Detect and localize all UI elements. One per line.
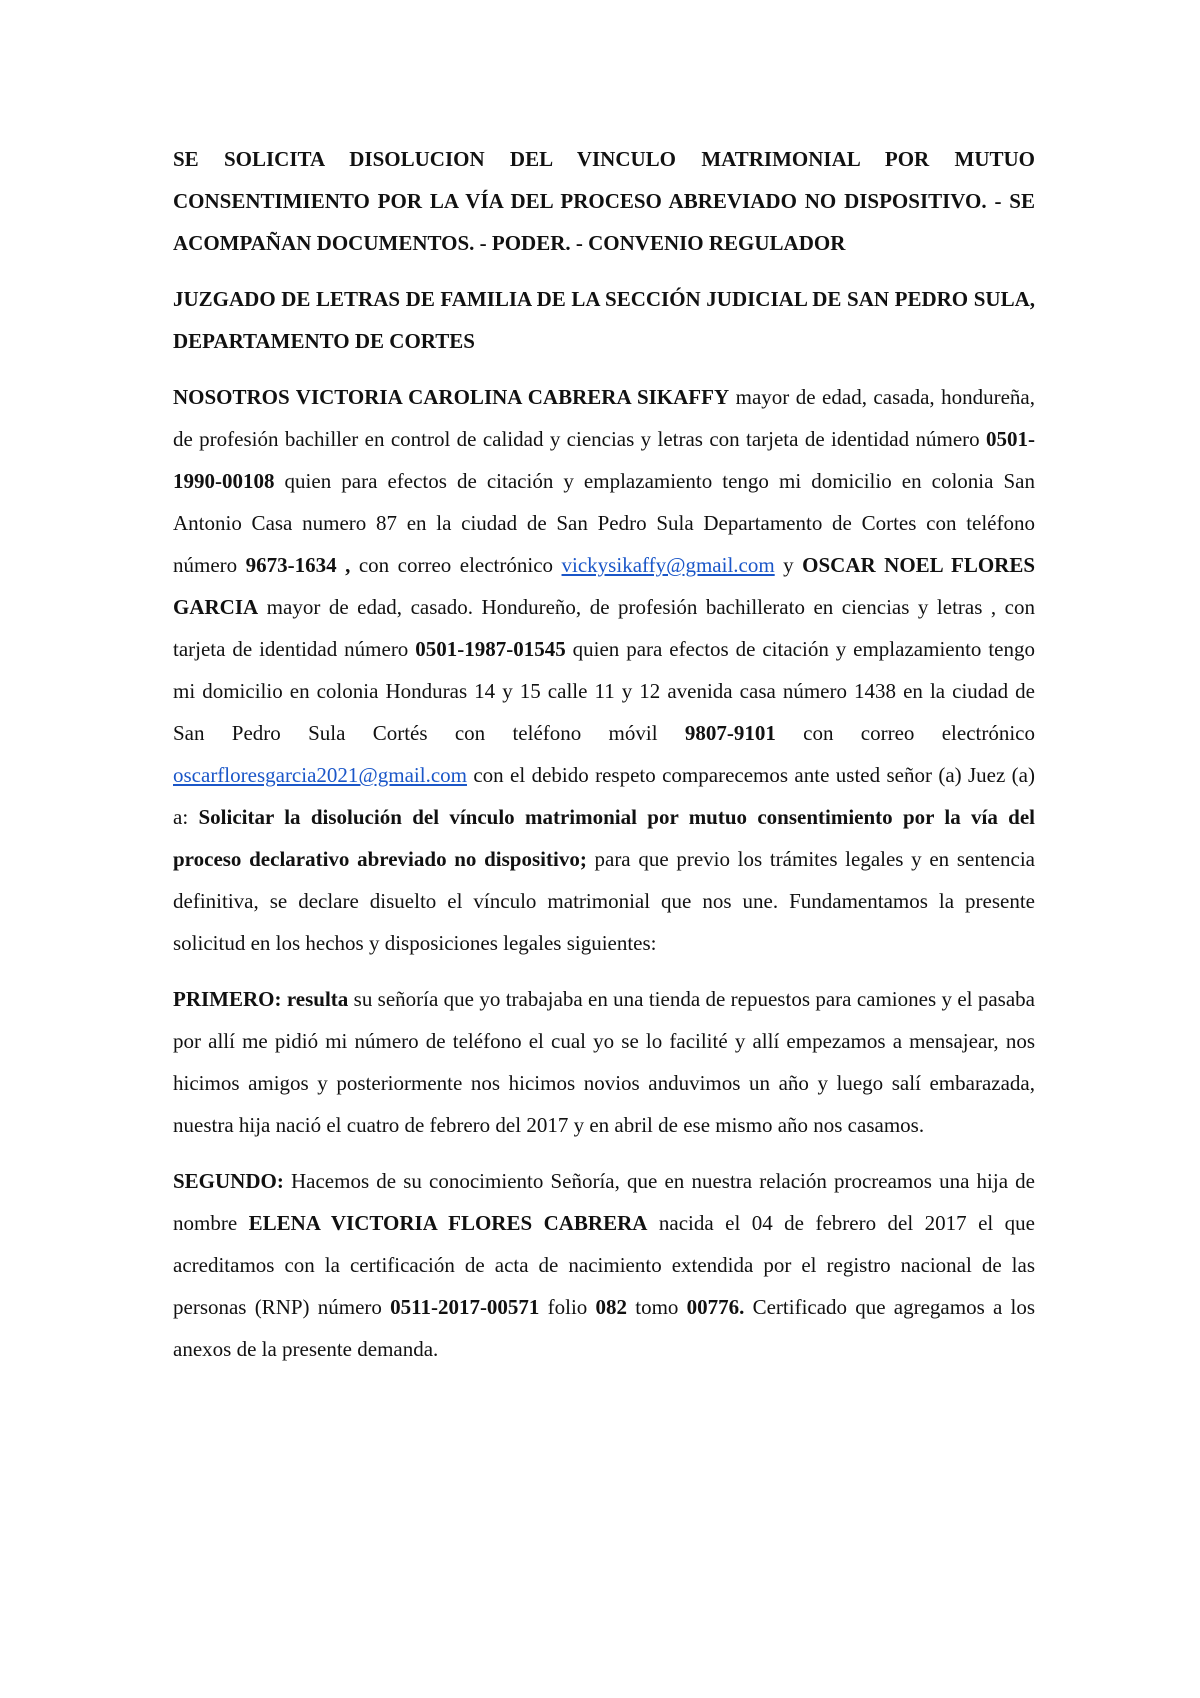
- primero-text: su señoría que yo trabajaba en una tienda de repuestos para camiones y el pasaba por allí me pidió mi número de teléfono el cual yo se lo facilité y allí empezamos a mensajear, nos hicimos amigos y posteriormente nos hicimos novios anduvimos un año y luego salí embarazada, nuestra hija nació el cuatro de febrero del 2017 y en abril de ese mismo año nos casamos.: [173, 987, 1035, 1137]
- folio-number: 082: [595, 1295, 628, 1319]
- petitioner-1-id: 0501-1990-00108: [173, 427, 1035, 493]
- petitioner-1-name: NOSOTROS VICTORIA CAROLINA CABRERA SIKAFFY: [173, 385, 730, 409]
- intro-text: quien para efectos de citación y emplazamiento tengo mi domicilio en colonia San Antonio Casa numero 87 en la ciudad de San Pedro Sula Departamento de Cortes con teléfono número: [173, 469, 1035, 577]
- segundo-text: Certificado que agregamos a los anexos de la presente demanda.: [173, 1295, 1035, 1361]
- petitioner-2-email-link[interactable]: oscarfloresgarcia2021@gmail.com: [173, 763, 467, 787]
- intro-text: quien para efectos de citación y emplazamiento tengo mi domicilio en colonia Honduras 14 y 15 calle 11 y 12 avenida casa número 1438 en la ciudad de San Pedro Sula Cortés con teléfono móvil: [173, 637, 1035, 745]
- primero-lead: resulta: [281, 987, 349, 1011]
- segundo-label: SEGUNDO:: [173, 1169, 284, 1193]
- intro-text: con el debido respeto comparecemos ante usted señor (a) Juez (a) a:: [173, 763, 1035, 829]
- tomo-number: 00776.: [686, 1295, 745, 1319]
- intro-text: y: [774, 553, 803, 577]
- segundo-text: nacida el 04 de febrero del 2017 el que acreditamos con la certificación de acta de nacimiento extendida por el registro nacional de las personas (RNP) número: [173, 1211, 1035, 1319]
- primero-label: PRIMERO:: [173, 987, 282, 1011]
- petitioner-2-name: OSCAR NOEL FLORES GARCIA: [173, 553, 1036, 619]
- intro-text: con correo electrónico: [775, 721, 1035, 745]
- primero-paragraph: [173, 978, 1035, 1146]
- segundo-text: Hacemos de su conocimiento Señoría, que en nuestra relación procreamos una hija de nombre: [173, 1169, 1035, 1235]
- segundo-text: folio: [539, 1295, 596, 1319]
- intro-paragraph: [173, 376, 1035, 964]
- segundo-paragraph: [173, 1160, 1035, 1370]
- document-title: SE SOLICITA DISOLUCION DEL VINCULO MATRIMONIAL POR MUTUO CONSENTIMIENTO POR LA VÍA DEL PROCESO ABREVIADO NO DISPOSITIVO. - SE ACOMPAÑAN DOCUMENTOS. - PODER. - CONVENIO REGULADOR: [173, 147, 1035, 255]
- petitioner-2-phone: 9807-9101: [684, 721, 776, 745]
- child-name: ELENA VICTORIA FLORES CABRERA: [248, 1211, 648, 1235]
- intro-text: para que previo los trámites legales y en sentencia definitiva, se declare disuelto el vínculo matrimonial que nos une. Fundamentamos la presente solicitud en los hechos y disposiciones legales siguientes:: [173, 847, 1035, 955]
- intro-text: mayor de edad, casado. Hondureño, de profesión bachillerato en ciencias y letras , con tarjeta de identidad número: [173, 595, 1035, 661]
- petitioner-2-id: 0501-1987-01545: [415, 637, 566, 661]
- intro-text: mayor de edad, casada, hondureña, de profesión bachiller en control de calidad y ciencias y letras con tarjeta de identidad número: [173, 385, 1036, 451]
- petitioner-1-email-link[interactable]: vickysikaffy@gmail.com: [561, 553, 775, 577]
- court-heading: JUZGADO DE LETRAS DE FAMILIA DE LA SECCIÓN JUDICIAL DE SAN PEDRO SULA, DEPARTAMENTO DE CORTES: [173, 287, 1035, 353]
- request-statement: Solicitar la disolución del vínculo matrimonial por mutuo consentimiento por la vía del proceso declarativo abreviado no dispositivo;: [173, 805, 1036, 871]
- rnp-number: 0511-2017-00571: [390, 1295, 540, 1319]
- segundo-text: tomo: [627, 1295, 687, 1319]
- petitioner-1-phone: 9673-1634 ,: [245, 553, 351, 577]
- intro-text: con correo electrónico: [350, 553, 562, 577]
- document-page: [173, 138, 1035, 1384]
